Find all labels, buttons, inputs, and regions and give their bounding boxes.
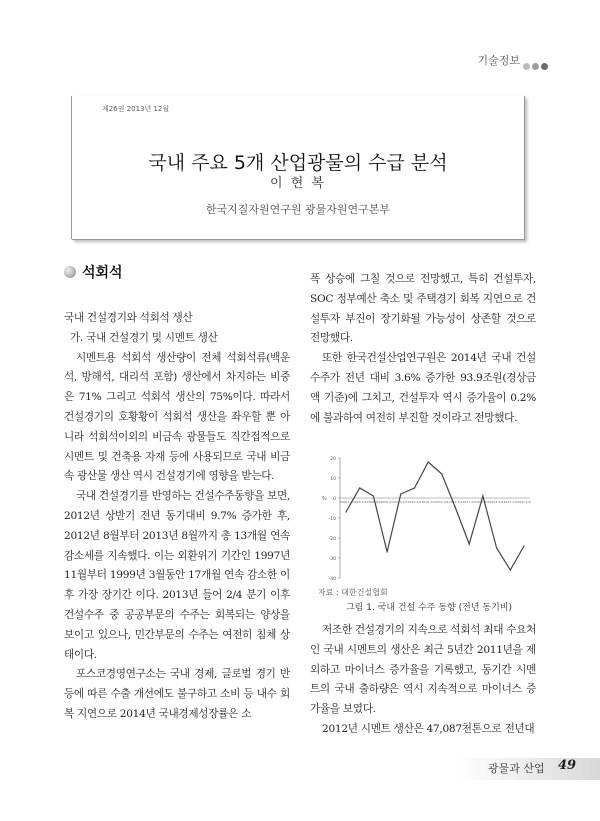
paragraph: 폭 상승에 그칠 것으로 전망했고, 특히 건설투자, SOC 정부예산 축소 및 주택경기 회복 지연으로 건설투자 부진이 장기화될 가능성이 상존할 것으로 전망했다. <box>310 273 536 345</box>
paragraph: 저조한 건설경기의 지속으로 석회석 최대 수요처인 국내 시멘트의 생산은 최근 5년간 2011년을 제외하고 마이너스 증가율을 기록했고, 동기간 시멘트의 국내 출하량은 역시 지속적으로 마이너스 증가율을 보였다. <box>310 624 537 716</box>
data-point <box>469 543 470 544</box>
x-tick-label: 2011 3/4 <box>476 500 490 504</box>
x-tick-label: 2011 4/4 <box>489 500 504 504</box>
data-point <box>414 487 415 488</box>
subheading: 국내 건설경기와 석회석 생산 <box>64 312 193 324</box>
paragraph: 또한 한국건설산업연구원은 2014년 국내 건설수주가 전년 대비 3.6% 증가한 93.9조원(경상금액 기준)에 그치고, 건설투자 역시 증가율이 0.2%에 불과하여 여전히 부진할 것이라고 전망했다. <box>310 352 536 424</box>
y-tick-label: 20 <box>330 457 336 462</box>
x-tick-label: 2009 4/4 <box>380 500 394 504</box>
y-tick-label: 10 <box>330 477 336 482</box>
construction-orders-chart <box>316 450 536 584</box>
issue-label: 제26권 2013년 12월 <box>102 105 170 113</box>
bullet-icon <box>64 266 76 278</box>
data-point <box>441 473 442 474</box>
paragraph: 포스코경영연구소는 국내 경제, 글로벌 경기 반등에 따른 수출 개선에도 불구하고 소비 등 내수 회복 지연으로 2014년 국내경제성장률은 소 <box>64 668 290 720</box>
x-tick-label: 2009 3/4 <box>366 500 381 504</box>
x-tick-label: 2012 1/4 <box>503 500 518 504</box>
data-point <box>428 461 429 462</box>
data-point <box>482 495 483 496</box>
x-tick-label: 2010 3/4 <box>421 500 435 504</box>
x-tick-label: 2011 1/4 <box>448 500 463 504</box>
decorative-dots <box>521 55 548 74</box>
data-point <box>496 547 497 548</box>
paragraph: 시멘트용 석회석 생산량이 전체 석회석류(백운석, 방해석, 대리석 포함) 생산에서 차지하는 비중은 71% 그리고 석회석 생산의 75%이다. 따라서 건설경기의 호황황이 석회석 생산을 좌우할 뿐 아니라 석회석이외의 비금속 광물들도 직간접적으로 시멘트 및 건축용 자재 등에 사용되므로 국내 비금속 광산물 생산 역시 건설경기에 영향을 받는다. <box>64 351 290 483</box>
y-tick-label: -40 <box>328 577 336 582</box>
x-tick-label: 2010 4/4 <box>435 500 449 504</box>
section-label: 기술정보 <box>477 54 520 67</box>
data-point <box>373 495 374 496</box>
right-column-top <box>310 270 536 428</box>
chart-points <box>345 461 524 570</box>
series-line <box>346 462 524 570</box>
footer-journal-label: 광물과 산업 <box>488 762 545 775</box>
y-tick-label: -20 <box>328 537 336 542</box>
data-point <box>523 545 524 546</box>
chart-caption: 그림 1. 국내 건설 수주 동향 (전년 동기비) <box>345 603 513 613</box>
dot-icon <box>541 63 548 70</box>
data-point <box>359 487 360 488</box>
data-point <box>510 569 511 570</box>
x-tick-label: 2012 2/4 <box>517 500 531 504</box>
article-title: 국내 주요 5개 산업광물의 수급 분석 <box>148 152 448 174</box>
article-author: 이 현 복 <box>270 176 326 191</box>
paragraph: 2012년 시멘트 생산은 47,087천톤으로 전년대 <box>322 722 535 735</box>
data-point <box>400 493 401 494</box>
chart-axes <box>340 458 530 578</box>
y-tick-label: -30 <box>328 557 336 562</box>
paragraph: 국내 건설경기를 반영하는 건설수주동향을 보면, 2012년 상반기 전년 동기대비 9.7% 증가한 후, 2012년 8월부터 2013년 8월까지 총 13개월 연속 감소세를 지속했다. 이는 외환위기 기간인 1997년 11월부터 1999년 3월동안 17개월 연속 감소한 이후 가장 장기간 이다. 2013년 들어 2/4 분기 이후 건설수주 중 공공부문의 수주는 회복되는 양상을 보이고 있으나, 민간부문의 수주는 여전히 침체 상태이다. <box>64 490 291 661</box>
y-tick-label: -10 <box>328 517 336 522</box>
page-number: 49 <box>558 758 577 773</box>
left-column <box>64 309 290 725</box>
right-column-bottom <box>310 621 536 740</box>
section-heading: 석회석 <box>82 265 123 281</box>
data-point <box>455 507 456 508</box>
x-tick-label: 2010 1/4 <box>394 500 408 504</box>
y-axis-label: % <box>322 496 327 502</box>
chart-ticks <box>322 456 531 582</box>
x-tick-label: 2009 2/4 <box>352 500 367 504</box>
sub-subheading: 가. 국내 건설경기 및 시멘트 생산 <box>70 331 218 344</box>
y-tick-label: 0 <box>333 497 336 502</box>
author-affiliation: 한국지질자원연구원 광물자원연구본부 <box>205 203 391 216</box>
data-point <box>345 511 346 512</box>
data-point <box>386 551 387 552</box>
x-tick-label: 2010 2/4 <box>407 500 422 504</box>
x-tick-label: 2011 2/4 <box>462 500 476 504</box>
dot-icon <box>532 63 539 70</box>
chart-source: 자료 : 대한건설협회 <box>318 588 388 597</box>
dot-icon <box>523 63 530 70</box>
x-tick-label: 2009 1/4 <box>339 500 353 504</box>
